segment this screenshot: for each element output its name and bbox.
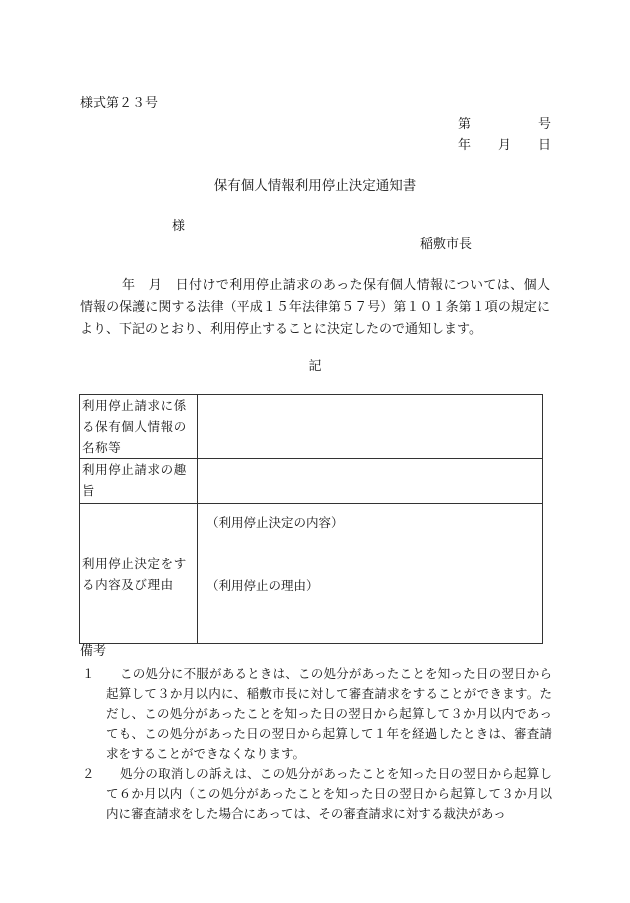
document-number-suffix: 号 bbox=[538, 117, 552, 132]
date-day: 日 bbox=[538, 138, 552, 153]
document-number-prefix: 第 bbox=[458, 117, 472, 132]
decision-content-label: （利用停止決定の内容） bbox=[206, 515, 344, 530]
row-value-info-name bbox=[198, 395, 543, 459]
row-header-info-name: 利用停止請求に係る保有個人情報の名称等 bbox=[80, 395, 198, 459]
remark-number: １ bbox=[82, 666, 95, 681]
decision-table bbox=[79, 394, 543, 644]
document-title: 保有個人情報利用停止決定通知書 bbox=[213, 178, 417, 194]
notice-body bbox=[80, 275, 550, 341]
remarks-list bbox=[80, 664, 552, 824]
table-row bbox=[80, 459, 543, 504]
remarks-title: 備考 bbox=[80, 644, 107, 659]
remark-text: 処分の取消しの訴えは、この処分があったことを知った日の翌日から起算して６か月以内（この処分があったことを知った日の翌日から起算して３か月以内に審査請求をした場合にあっては、その審査請求に対する裁決があっ bbox=[106, 766, 552, 821]
table-row bbox=[80, 504, 543, 644]
date-month: 月 bbox=[498, 138, 512, 153]
remark-item bbox=[80, 764, 552, 824]
date-year: 年 bbox=[458, 138, 472, 153]
remark-text: この処分に不服があるときは、この処分があったことを知った日の翌日から起算して３か月以内に、稲敷市長に対して審査請求をすることができます。ただし、この処分があったことを知った日の翌日から起算して３か月以内であっても、この処分があった日の翌日から起算して１年を経過したときは、審査請求をすることができなくなります。 bbox=[106, 666, 552, 761]
row-header-decision-and-reason: 利用停止決定をする内容及び理由 bbox=[80, 504, 198, 644]
issuer: 稲敷市長 bbox=[420, 237, 473, 252]
row-value-decision-and-reason bbox=[198, 504, 543, 644]
notice-body-paragraph: 年 月 日付けで利用停止請求のあった保有個人情報については、個人情報の保護に関する法律（平成１５年法律第５７号）第１０１条第１項の規定により、下記のとおり、利用停止することに決定したので通知します。 bbox=[80, 278, 550, 337]
table-row bbox=[80, 395, 543, 459]
remark-item bbox=[80, 664, 552, 764]
addressee: 様 bbox=[172, 219, 186, 234]
form-number: 様式第２３号 bbox=[80, 96, 159, 111]
row-value-request-purpose bbox=[198, 459, 543, 504]
ki-heading: 記 bbox=[308, 359, 322, 374]
row-header-request-purpose: 利用停止請求の趣旨 bbox=[80, 459, 198, 504]
decision-reason-label: （利用停止の理由） bbox=[206, 578, 319, 593]
remark-number: ２ bbox=[82, 766, 95, 781]
